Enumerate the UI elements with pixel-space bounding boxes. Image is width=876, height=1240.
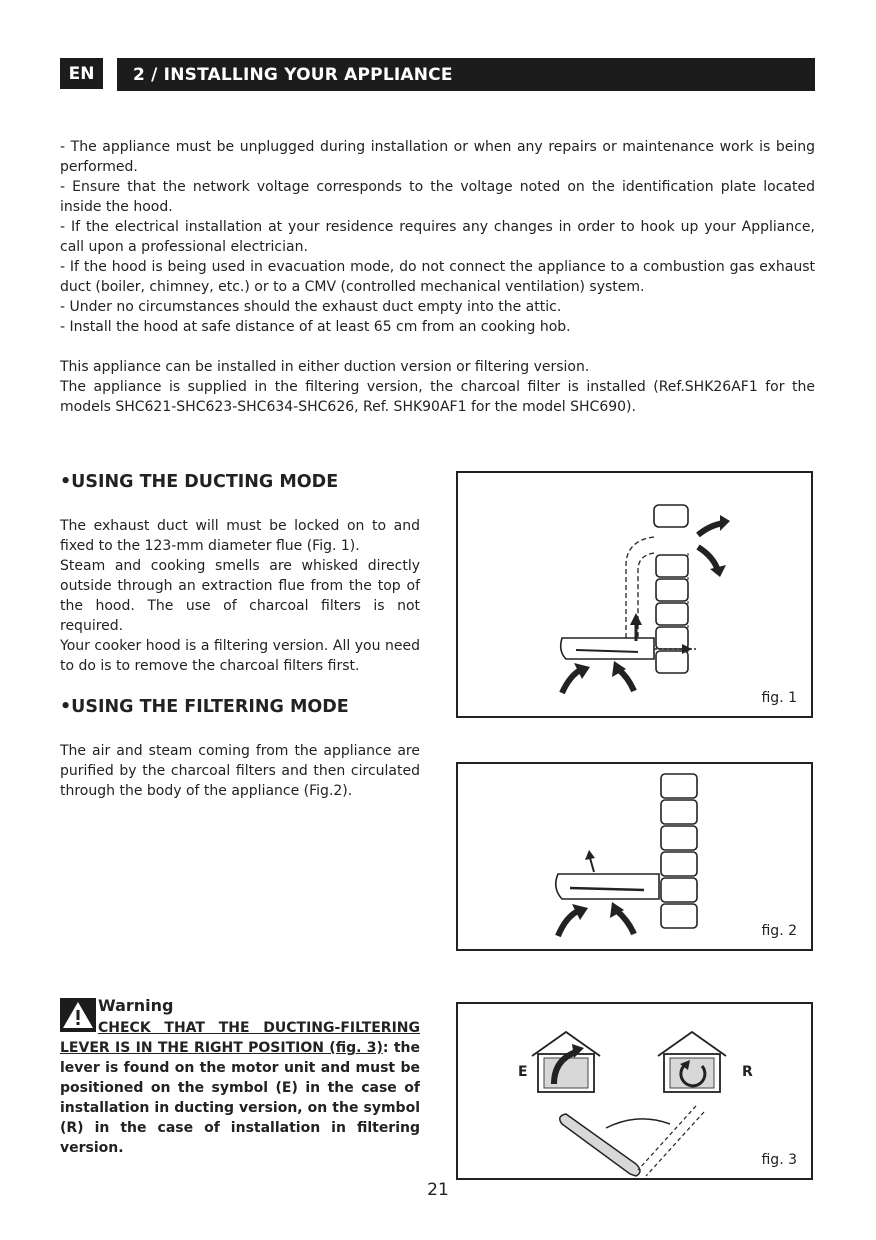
ducting-paragraph: Your cooker hood is a filtering version. All you need to do is to remove the charcoal filters first.: [60, 638, 420, 674]
filtering-paragraph: The air and steam coming from the appliance are purified by the charcoal filters and then circulated through the body of the appliance (Fig.2).: [60, 743, 420, 799]
figure-2-label: fig. 2: [761, 923, 797, 939]
ducting-diagram: [458, 473, 815, 720]
symbol-r-label: R: [742, 1064, 753, 1080]
section-header: 2 / INSTALLING YOUR APPLIANCE: [117, 58, 815, 91]
filtering-house-icon: [658, 1032, 726, 1092]
ducting-paragraph: The exhaust duct will must be locked on to and fixed to the 123-mm diameter flue (Fig. 1).: [60, 518, 420, 554]
intro-line: - The appliance must be unplugged during installation or when any repairs or maintenance work is being performed.: [60, 139, 815, 175]
warning-body-text: the lever is found on the motor unit and must be positioned on the symbol (E) in the case of installation in ducting version, on the symbol (R) in the case of installation in filtering version.: [60, 1040, 420, 1156]
figure-1-label: fig. 1: [761, 690, 797, 706]
warning-colon: :: [382, 1040, 389, 1056]
intro-line: - Under no circumstances should the exhaust duct empty into the attic.: [60, 299, 562, 315]
ducting-mode-title: •USING THE DUCTING MODE: [60, 472, 339, 492]
warning-title: Warning: [98, 996, 174, 1015]
filtering-mode-title: •USING THE FILTERING MODE: [60, 697, 349, 717]
language-badge: EN: [60, 58, 103, 89]
page-number: 21: [427, 1180, 449, 1200]
versions-text: The appliance is supplied in the filtering version, the charcoal filter is installed (Ref.SHK26AF1 for the models SHC621-SHC623-SHC634-SHC626, Ref. SHK90AF1 for the model SHC690).: [60, 379, 815, 415]
ducting-paragraph: Steam and cooking smells are whisked directly outside through an extraction flue from the top of the hood. The use of charcoal filters is not required.: [60, 558, 420, 634]
figure-1: [456, 471, 813, 718]
versions-text: This appliance can be installed in either duction version or filtering version.: [60, 359, 590, 375]
ducting-mode-text: [60, 516, 420, 676]
intro-line: - Install the hood at safe distance of at least 65 cm from an cooking hob.: [60, 319, 571, 335]
intro-line: - If the electrical installation at your residence requires any changes in order to hook up your Appliance, call upon a professional electrician.: [60, 219, 815, 255]
symbol-e-label: E: [518, 1064, 528, 1080]
figure-3: [456, 1002, 813, 1180]
warning-underlined-text: CHECK THAT THE DUCTING-FILTERING LEVER IS IN THE RIGHT POSITION (fig. 3): [60, 1020, 420, 1056]
figure-3-label: fig. 3: [761, 1152, 797, 1168]
filtering-mode-text: [60, 741, 420, 801]
warning-body: [60, 1018, 420, 1158]
ducting-house-icon: [532, 1032, 600, 1092]
intro-line: - If the hood is being used in evacuation mode, do not connect the appliance to a combustion gas exhaust duct (boiler, chimney, etc.) or to a CMV (controlled mechanical ventilation) system.: [60, 259, 815, 295]
intro-text: [60, 137, 815, 417]
intro-line: - Ensure that the network voltage corresponds to the voltage noted on the identification plate located inside the hood.: [60, 179, 815, 215]
figure-2: [456, 762, 813, 951]
